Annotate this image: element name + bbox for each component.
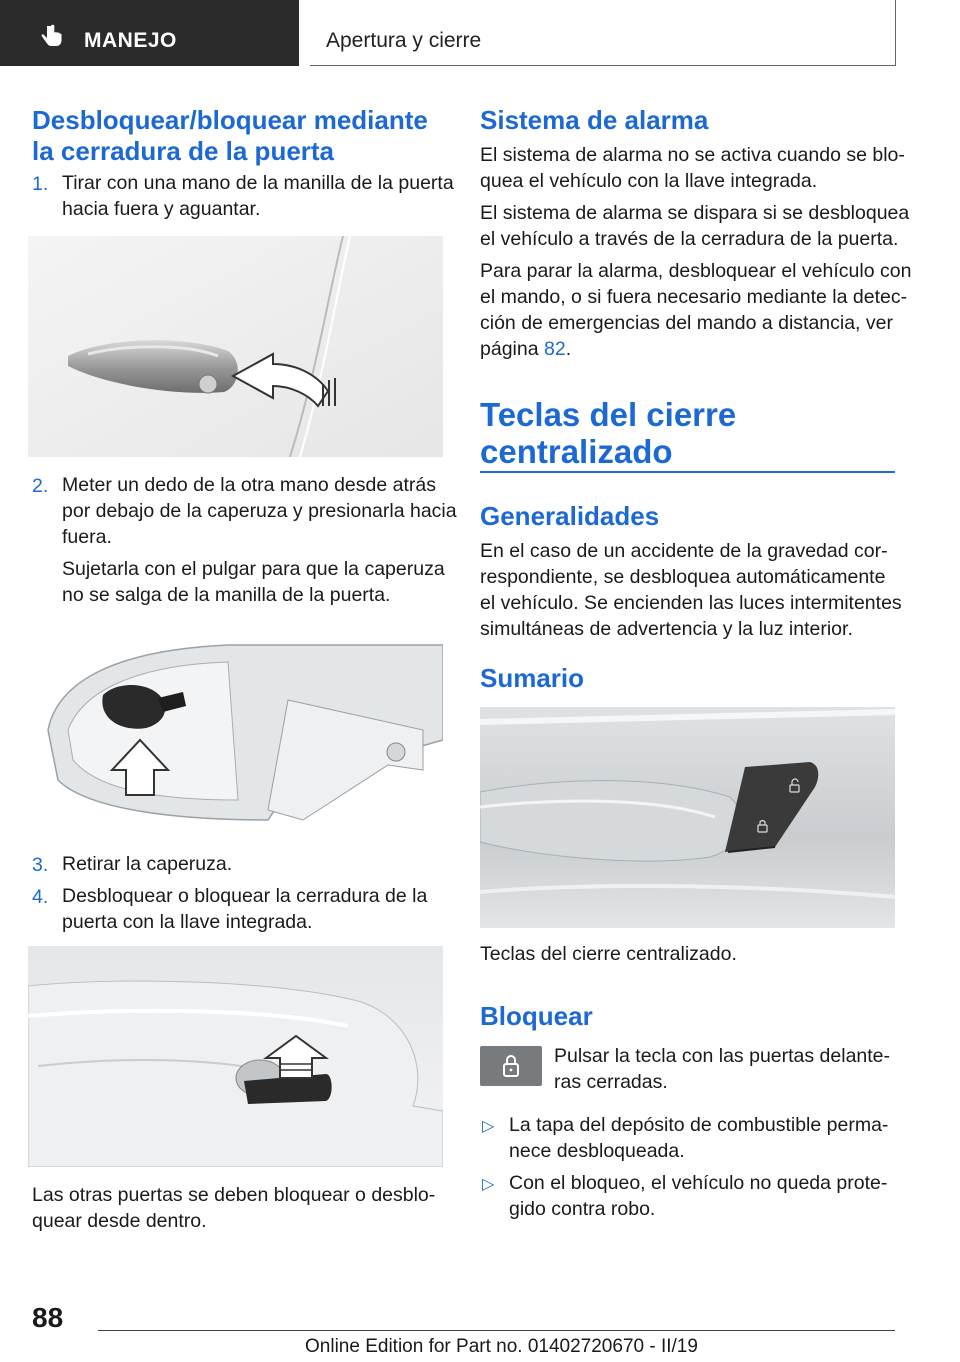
step1-line2: hacia fuera y aguantar. bbox=[62, 198, 261, 220]
general-line2: respondiente, se desbloquea automáticamente bbox=[480, 566, 886, 588]
central-title-line1: Teclas del cierre bbox=[480, 396, 737, 433]
bullet2-line2: gido contra robo. bbox=[509, 1198, 656, 1220]
central-title-line2: centralizado bbox=[480, 433, 673, 470]
bullet1-line2: nece desbloqueada. bbox=[509, 1140, 685, 1162]
lock-title: Bloquear bbox=[480, 1001, 593, 1031]
section-tab[interactable] bbox=[0, 0, 299, 66]
page-link-82[interactable]: 82 bbox=[543, 338, 566, 360]
step3-line1: Retirar la caperuza. bbox=[62, 853, 233, 875]
lock-text-line1: Pulsar la tecla con las puertas delante‐ bbox=[554, 1045, 891, 1067]
step2-line2: por debajo de la caperuza y presionarla hacia bbox=[62, 500, 457, 522]
footer-rule bbox=[98, 1330, 895, 1331]
general-line1: En el caso de un accidente de la gravedad cor‐ bbox=[480, 540, 888, 562]
alarm-p3-suffix: . bbox=[565, 338, 572, 360]
alarm-p3-line3: ción de emergencias del mando a distancia, ver bbox=[480, 312, 893, 334]
lock-button-icon bbox=[480, 1046, 542, 1086]
alarm-p2-line2: el vehículo a través de la cerradura de la puerta. bbox=[480, 228, 899, 250]
note-line2: quear desde dentro. bbox=[32, 1210, 207, 1232]
alarm-p3-line1: Para parar la alarma, desbloquear el vehículo con bbox=[480, 260, 912, 282]
alarm-p1-line2: quea el vehículo con la llave integrada. bbox=[480, 170, 818, 192]
general-line4: simultáneas de advertencia y la luz interior. bbox=[480, 618, 853, 640]
step1-number: 1. bbox=[32, 173, 49, 195]
chapter-label: Apertura y cierre bbox=[326, 29, 482, 52]
step2b-line1: Sujetarla con el pulgar para que la caperuza bbox=[62, 558, 445, 580]
step2-line1: Meter un dedo de la otra mano desde atrás bbox=[62, 474, 436, 496]
step4-line1: Desbloquear o bloquear la cerradura de la bbox=[62, 885, 428, 907]
summary-caption: Teclas del cierre centralizado. bbox=[480, 943, 737, 965]
alarm-p3-line4 bbox=[480, 336, 571, 362]
bullet1-marker: ▷ bbox=[482, 1118, 495, 1135]
bullet2-marker: ▷ bbox=[482, 1176, 495, 1193]
figure-key-insertion bbox=[28, 946, 443, 1167]
step2b-line2: no se salga de la manilla de la puerta. bbox=[62, 584, 391, 606]
alarm-p1-line1: El sistema de alarma no se activa cuando se blo‐ bbox=[480, 144, 905, 166]
step4-number: 4. bbox=[32, 886, 49, 908]
bullet1-line1: La tapa del depósito de combustible perma‐ bbox=[509, 1114, 889, 1136]
note-line1: Las otras puertas se deben bloquear o desblo‐ bbox=[32, 1184, 436, 1206]
step1-line1: Tirar con una mano de la manilla de la puerta bbox=[62, 172, 454, 194]
summary-title: Sumario bbox=[480, 663, 585, 693]
alarm-title: Sistema de alarma bbox=[480, 105, 709, 135]
edition-text: Online Edition for Part no. 01402720670 - II/19 bbox=[305, 1336, 698, 1357]
left-title-line2: la cerradura de la puerta bbox=[32, 136, 335, 166]
page-number: 88 bbox=[32, 1302, 64, 1333]
step3-number: 3. bbox=[32, 854, 49, 876]
alarm-p3-prefix: página bbox=[480, 338, 544, 360]
alarm-p2-line1: El sistema de alarma se dispara si se desbloquea bbox=[480, 202, 910, 224]
section-divider bbox=[480, 471, 895, 473]
general-title: Generalidades bbox=[480, 501, 660, 531]
figure-central-lock-buttons bbox=[480, 707, 895, 928]
alarm-p3-line2: el mando, o si fuera necesario mediante la detec‐ bbox=[480, 286, 908, 308]
chapter-header bbox=[310, 0, 896, 66]
section-label: MANEJO bbox=[84, 29, 177, 52]
left-title-line1: Desbloquear/bloquear mediante bbox=[32, 105, 428, 135]
step2-number: 2. bbox=[32, 475, 49, 497]
figure-cap-removal bbox=[28, 620, 443, 835]
step2-line3: fuera. bbox=[62, 526, 112, 548]
hand-icon bbox=[38, 22, 66, 50]
figure-door-handle-pull bbox=[28, 236, 443, 457]
lock-text-line2: ras cerradas. bbox=[554, 1071, 668, 1093]
step4-line2: puerta con la llave integrada. bbox=[62, 911, 313, 933]
general-line3: el vehículo. Se encienden las luces intermitentes bbox=[480, 592, 902, 614]
bullet2-line1: Con el bloqueo, el vehículo no queda prote‐ bbox=[509, 1172, 888, 1194]
